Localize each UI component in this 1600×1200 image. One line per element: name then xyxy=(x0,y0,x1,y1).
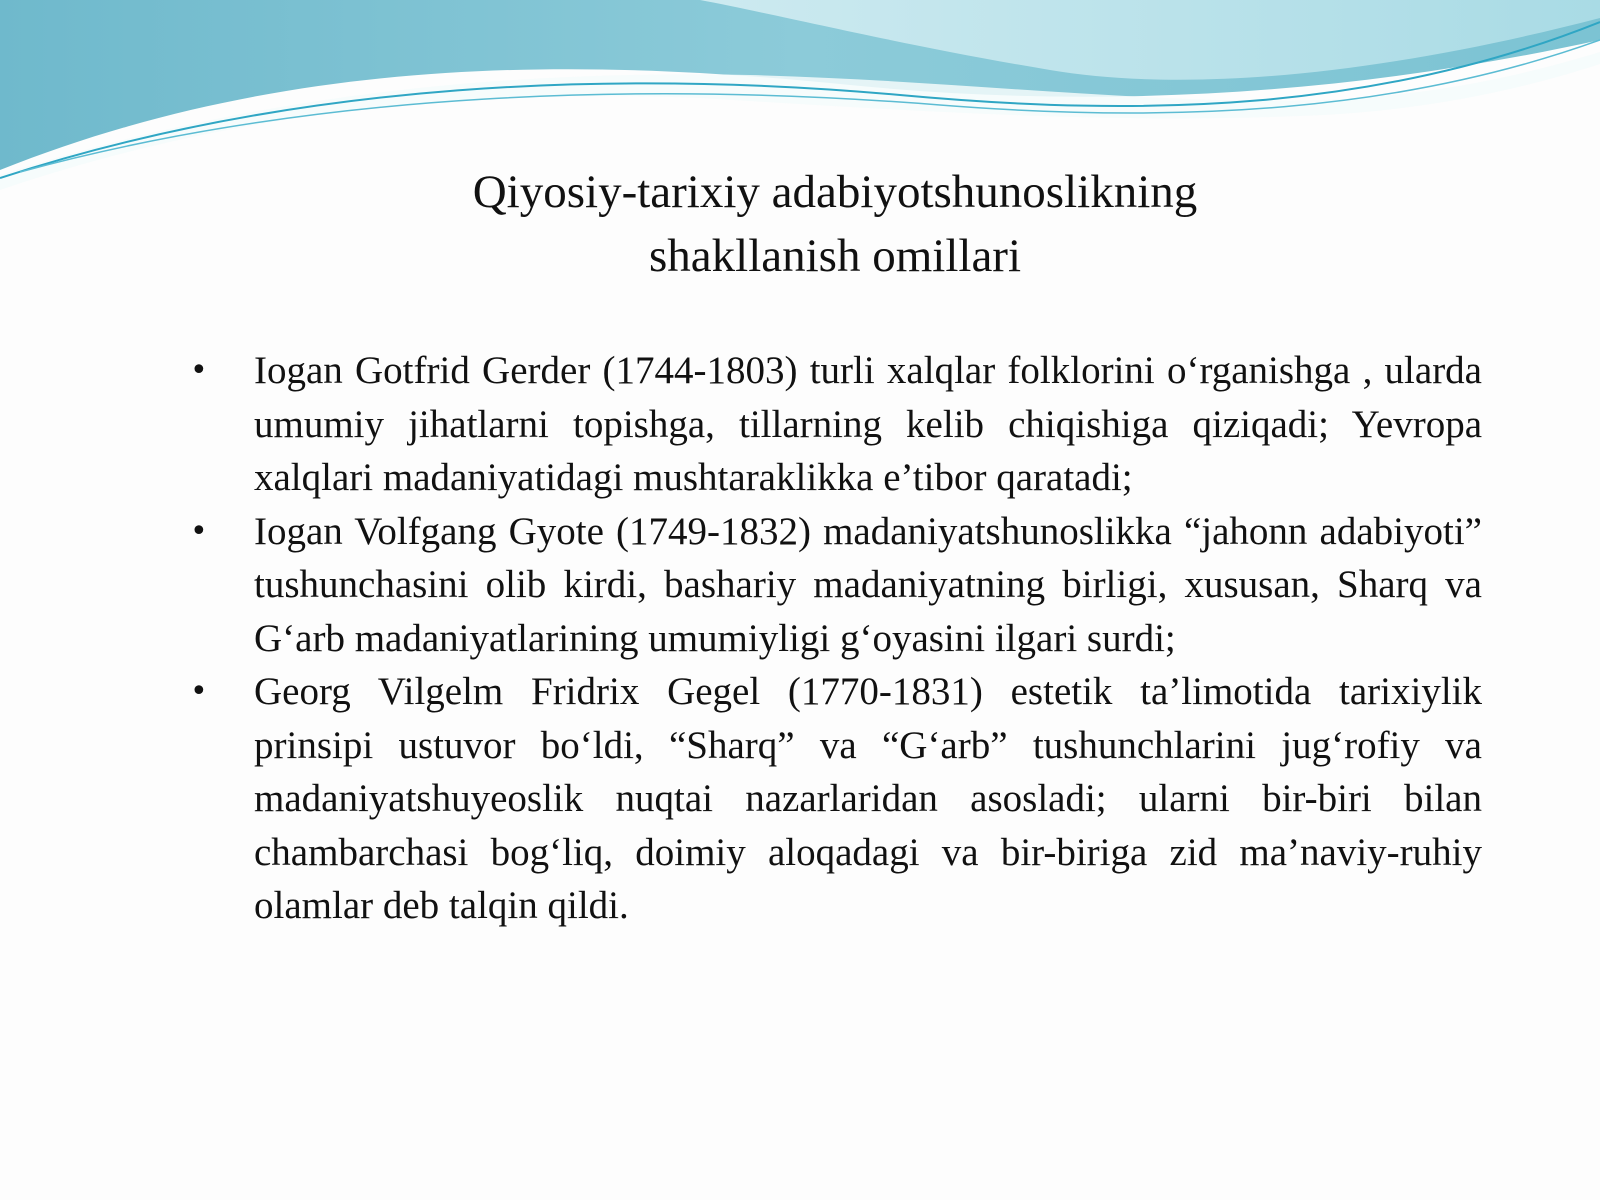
bullet-text-gegel: Georg Vilgelm Fridrix Gegel (1770-1831) estetik ta’limotida tarixiylik prinsipi ustuvor bo‘ldi, “Sharq” va “G‘arb” tushunchlarini jug‘rofiy va madaniyatshuyeoslik nuqtai nazarlaridan asosladi; ularni bir-biri bilan chambarchasi bog‘liq, doimiy aloqadagi va bir-biriga zid ma’naviy-ruhiy olamlar deb talqin qildi. xyxy=(254,670,1482,927)
bullet-dot-icon: • xyxy=(190,513,208,549)
bullet-dot-icon: • xyxy=(190,674,208,709)
bullet-list xyxy=(190,344,1482,933)
title-line-2: shakllanish omillari xyxy=(648,230,1022,282)
bullet-item-gerder xyxy=(190,344,1482,505)
bullet-item-gegel xyxy=(190,665,1482,933)
slide-title xyxy=(330,160,1340,288)
bullet-item-gyote xyxy=(190,505,1482,666)
title-line-1: Qiyosiy-tarixiy adabiyotshunoslikning xyxy=(472,166,1198,218)
bullet-text-gyote: Iogan Volfgang Gyote (1749-1832) madaniyatshunoslikka “jahonn adabiyoti” tushunchasini olib kirdi, bashariy madaniyatning birligi, xususan, Sharq va G‘arb madaniyatlarining umumiyligi g‘oyasini ilgari surdi; xyxy=(254,509,1482,660)
bullet-text-gerder: Iogan Gotfrid Gerder (1744-1803) turli xalqlar folklorini o‘rganishga , ularda umumiy jihatlarni topishga, tillarning kelib chiqishiga qiziqadi; Yevropa xalqlari madaniyatidagi mushtaraklikka e’tibor qaratadi; xyxy=(254,349,1482,499)
bullet-dot-icon: • xyxy=(190,353,208,388)
